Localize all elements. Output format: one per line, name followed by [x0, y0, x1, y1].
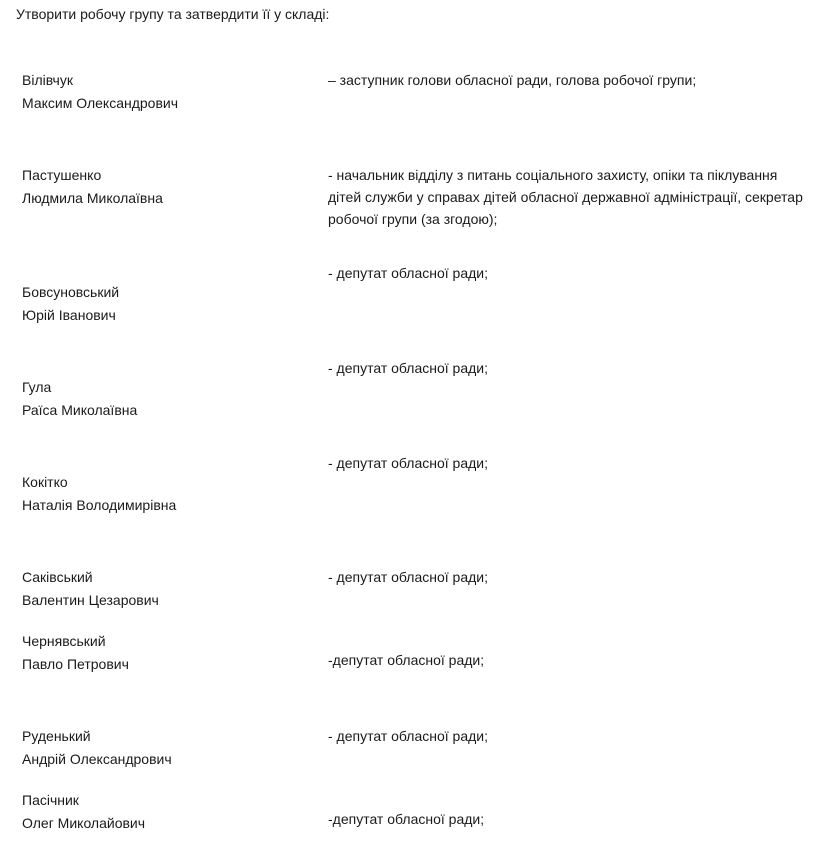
member-role-line: - депутат обласної ради;	[328, 455, 489, 471]
member-role-rudenkyi	[328, 725, 488, 747]
member-given-name: Андрій Олександрович	[22, 750, 172, 767]
member-given-name: Юрій Іванович	[22, 306, 116, 323]
member-given-name: Павло Петрович	[22, 655, 129, 672]
member-surname: Руденький	[22, 728, 91, 744]
member-role-pasichnyk	[328, 808, 484, 830]
member-name-bovsunovskyi	[22, 281, 119, 326]
member-surname: Вілівчук	[22, 72, 73, 88]
member-role-line: -депутат обласної ради;	[328, 652, 485, 668]
member-surname: Чернявський	[22, 633, 106, 649]
member-role-line: - депутат обласної ради;	[328, 360, 489, 376]
member-given-name: Максим Олександрович	[22, 94, 179, 111]
member-role-bovsunovskyi	[328, 262, 488, 284]
member-role-line: - начальник відділу з питань соціального захисту, опіки та піклування	[328, 167, 778, 183]
member-surname: Пасічник	[22, 792, 79, 808]
member-surname: Бовсуновський	[22, 284, 120, 300]
member-role-line: - депутат обласної ради;	[328, 569, 489, 585]
member-role-vilivchuk	[328, 69, 696, 91]
member-given-name: Наталія Володимирівна	[22, 496, 177, 513]
member-surname: Пастушенко	[22, 167, 102, 183]
member-role-line: – заступник голови обласної ради, голова робочої групи;	[328, 72, 697, 88]
member-name-sakivskyi	[22, 566, 159, 611]
member-role-sakivskyi	[328, 566, 488, 588]
member-role-line: -депутат обласної ради;	[328, 811, 485, 827]
member-role-cherniavskyi	[328, 649, 484, 671]
member-given-name: Олег Миколайович	[22, 814, 146, 831]
member-surname: Кокітко	[22, 474, 68, 490]
member-role-line: дітей служби у справах дітей обласної державної адміністрації, секретар	[328, 189, 803, 205]
member-name-vilivchuk	[22, 69, 178, 114]
member-role-line: - депутат обласної ради;	[328, 265, 489, 281]
member-role-line: - депутат обласної ради;	[328, 728, 489, 744]
member-surname: Гула	[22, 379, 52, 395]
member-name-kokitko	[22, 471, 176, 516]
member-given-name: Валентин Цезарович	[22, 591, 159, 608]
member-name-pastushenko	[22, 164, 163, 209]
member-given-name: Людмила Миколаївна	[22, 189, 163, 206]
member-given-name: Раїса Миколаївна	[22, 401, 138, 418]
member-role-line: робочої групи (за згодою);	[328, 211, 498, 227]
member-role-pastushenko	[328, 164, 803, 230]
member-surname: Саківський	[22, 569, 93, 585]
member-name-cherniavskyi	[22, 630, 129, 675]
member-name-rudenkyi	[22, 725, 172, 770]
member-role-kokitko	[328, 452, 488, 474]
member-name-hula	[22, 376, 137, 421]
member-name-pasichnyk	[22, 789, 145, 834]
intro-text: Утворити робочу групу та затвердити її у складі:	[16, 6, 330, 22]
member-role-hula	[328, 357, 488, 379]
